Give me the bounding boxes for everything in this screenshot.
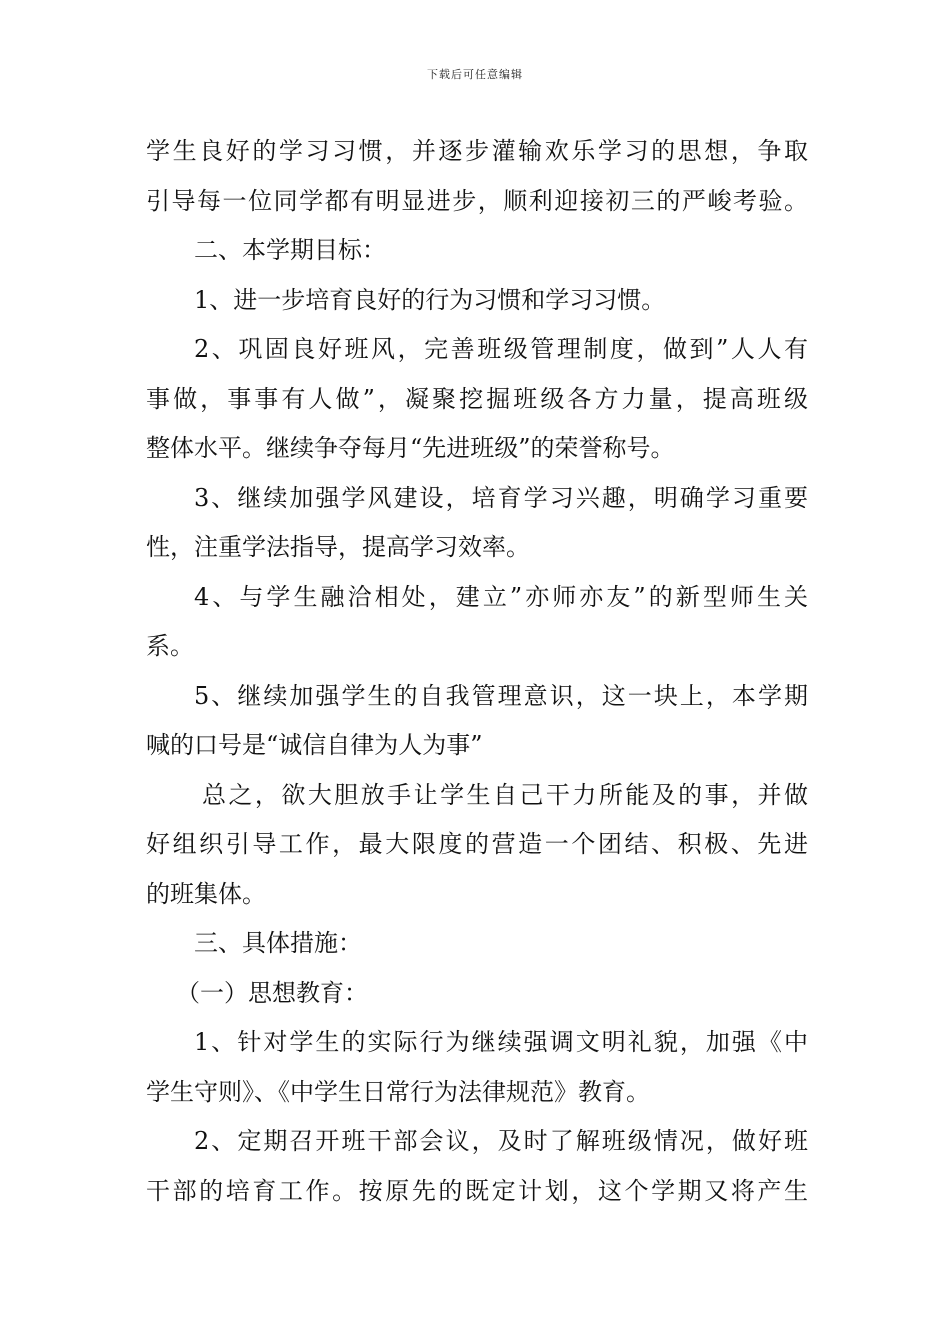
text-line: 事做，事事有人做”，凝聚挖掘班级各方力量，提高班级: [146, 384, 808, 413]
text-line: 的班集体。: [146, 879, 266, 908]
text-line: 性，注重学法指导，提高学习效率。: [146, 533, 530, 561]
text-line: 2、定期召开班干部会议，及时了解班级情况，做好班: [194, 1127, 808, 1155]
text-line: 引导每一位同学都有明显进步，顺利迎接初三的严峻考验。: [146, 186, 808, 215]
text-line: 5、继续加强学生的自我管理意识，这一块上，本学期: [194, 681, 808, 710]
page-header: 下载后可任意编辑: [427, 68, 523, 81]
text-line: 1、进一步培育良好的行为习惯和学习习惯。: [194, 285, 666, 314]
text-line: 喊的口号是“诚信自律为人为事”: [146, 731, 483, 759]
text-line: 3、继续加强学风建设，培育学习兴趣，明确学习重要: [194, 483, 808, 512]
text-line: 学生守则》、《中学生日常行为法律规范》教育。: [146, 1077, 650, 1106]
text-line: 整体水平。继续争夺每月“先进班级”的荣誉称号。: [146, 434, 675, 462]
text-line: 1、针对学生的实际行为继续强调文明礼貌，加强《中: [194, 1028, 808, 1056]
text-line: 学生良好的学习习惯，并逐步灌输欢乐学习的思想，争取: [146, 137, 808, 165]
section-heading: 二、本学期目标：: [194, 236, 386, 264]
text-line: 好组织引导工作，最大限度的营造一个团结、积极、先进: [146, 830, 808, 858]
section-heading: 三、具体措施：: [194, 929, 362, 957]
text-line: 2、巩固良好班风，完善班级管理制度，做到”人人有: [194, 335, 808, 363]
subsection-heading: （一）思想教育：: [176, 978, 368, 1007]
text-line: 4、与学生融洽相处，建立”亦师亦友”的新型师生关: [194, 582, 808, 611]
text-line: 总之，欲大胆放手让学生自己干力所能及的事，并做: [202, 780, 808, 809]
text-line: 系。: [146, 632, 194, 660]
text-line: 干部的培育工作。按原先的既定计划，这个学期又将产生: [146, 1176, 808, 1205]
document-body: [146, 127, 808, 1216]
